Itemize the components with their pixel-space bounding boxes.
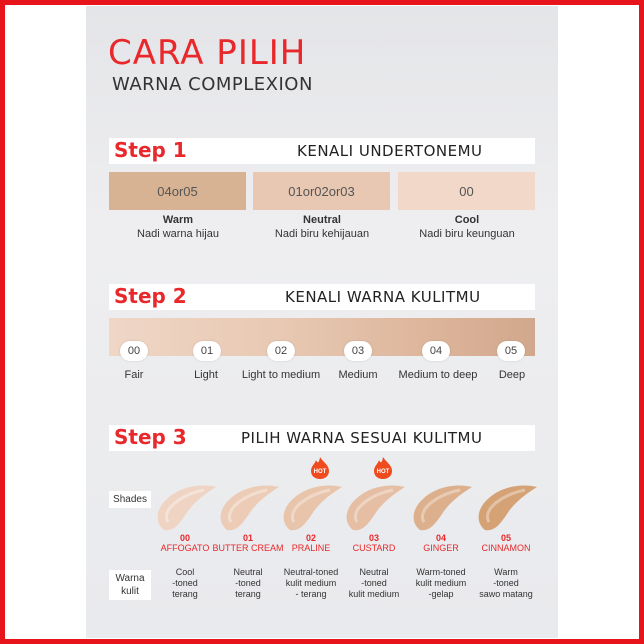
shade-skin-desc-line: -toned (493, 578, 519, 588)
step1-heading: KENALI UNDERTONEMU (297, 142, 483, 160)
shade-code-04: 04 (435, 533, 446, 543)
shade-swatch-02 (276, 478, 346, 538)
shade-skin-desc-line: terang (235, 589, 261, 599)
level-label-medium-to-deep: Medium to deep (398, 369, 478, 381)
shade-skin-desc-line: Neutral (359, 567, 389, 577)
level-label-fair: Fair (124, 369, 144, 381)
step3-label: Step 3 (114, 425, 187, 449)
shade-skin-desc-line: -toned (235, 578, 261, 588)
undertone-box-warm: 04or05 (109, 172, 246, 210)
level-label-deep: Deep (498, 369, 526, 381)
page-title: CARA PILIH (108, 33, 307, 73)
shade-swatch-01 (213, 478, 283, 538)
shade-skin-desc-line: terang (172, 589, 198, 599)
shade-name-05: CINNAMON (481, 543, 531, 553)
undertone-desc-warm: Nadi warna hijau (137, 228, 219, 240)
shade-name-01: BUTTER CREAM (212, 543, 284, 553)
warna-kulit-tag (109, 570, 151, 600)
shade-swatch-03 (339, 478, 409, 538)
level-pill-03: 03 (344, 341, 372, 361)
shade-name-03: CUSTARD (352, 543, 396, 553)
step1-label: Step 1 (114, 138, 187, 162)
shade-code-00: 00 (179, 533, 190, 543)
shade-skin-desc-line: Warm-toned (416, 567, 466, 577)
shade-name-04: GINGER (423, 543, 459, 553)
shade-skin-desc-line: Neutral-toned (283, 567, 339, 577)
shade-skin-desc-line: Neutral (233, 567, 263, 577)
shade-code-05: 05 (500, 533, 511, 543)
shade-skin-desc-line: kulit medium (285, 578, 337, 588)
shade-swatch-04 (406, 478, 476, 538)
undertone-desc-neutral: Nadi biru kehijauan (274, 228, 370, 240)
shade-skin-desc-02 (276, 567, 346, 600)
hot-badge-label: HOT (313, 469, 327, 475)
step2-label: Step 2 (114, 284, 187, 308)
hot-badge-icon (309, 456, 331, 480)
level-label-light: Light (194, 369, 218, 381)
shade-skin-desc-00 (150, 567, 220, 600)
shade-skin-desc-05 (471, 567, 541, 600)
shade-code-03: 03 (368, 533, 379, 543)
shades-tag: Shades (109, 491, 151, 508)
level-pill-04: 04 (422, 341, 450, 361)
undertone-name-neutral: Neutral (303, 214, 341, 226)
level-label-medium: Medium (338, 369, 378, 381)
undertone-name-cool: Cool (454, 214, 480, 226)
shade-name-00: AFFOGATO (160, 543, 210, 553)
undertone-name-warm: Warm (162, 214, 194, 226)
shade-swatch-05 (471, 478, 541, 538)
shade-swatch-00 (150, 478, 220, 538)
skin-tone-gradient (109, 318, 535, 356)
shade-code-02: 02 (305, 533, 316, 543)
shade-skin-desc-03 (339, 567, 409, 600)
step3-heading: PILIH WARNA SESUAI KULITMU (241, 429, 483, 447)
shade-skin-desc-line: kulit medium (348, 589, 400, 599)
shade-skin-desc-04 (406, 567, 476, 600)
hot-badge-label: HOT (376, 469, 390, 475)
step2-heading: KENALI WARNA KULITMU (285, 288, 481, 306)
undertone-desc-cool: Nadi biru keunguan (419, 228, 515, 240)
warna-kulit-tag-line1: Warna (115, 573, 145, 584)
hot-badge-icon (372, 456, 394, 480)
shade-skin-desc-line: Cool (175, 567, 195, 577)
shade-skin-desc-line: -gelap (428, 589, 454, 599)
shade-skin-desc-line: kulit medium (415, 578, 467, 588)
shade-skin-desc-01 (213, 567, 283, 600)
shade-name-02: PRALINE (291, 543, 331, 553)
shade-skin-desc-line: Warm (494, 567, 518, 577)
level-pill-02: 02 (267, 341, 295, 361)
undertone-box-cool: 00 (398, 172, 535, 210)
shade-skin-desc-line: -toned (172, 578, 198, 588)
shade-skin-desc-line: - terang (295, 589, 327, 599)
shade-code-01: 01 (242, 533, 253, 543)
warna-kulit-tag-line2: kulit (121, 586, 139, 597)
shade-skin-desc-line: -toned (361, 578, 387, 588)
level-label-light-to-medium: Light to medium (241, 369, 321, 381)
page-subtitle: WARNA COMPLEXION (112, 74, 313, 95)
level-pill-01: 01 (193, 341, 221, 361)
undertone-box-neutral: 01or02or03 (253, 172, 390, 210)
level-pill-05: 05 (497, 341, 525, 361)
level-pill-00: 00 (120, 341, 148, 361)
shade-skin-desc-line: sawo matang (479, 589, 533, 599)
